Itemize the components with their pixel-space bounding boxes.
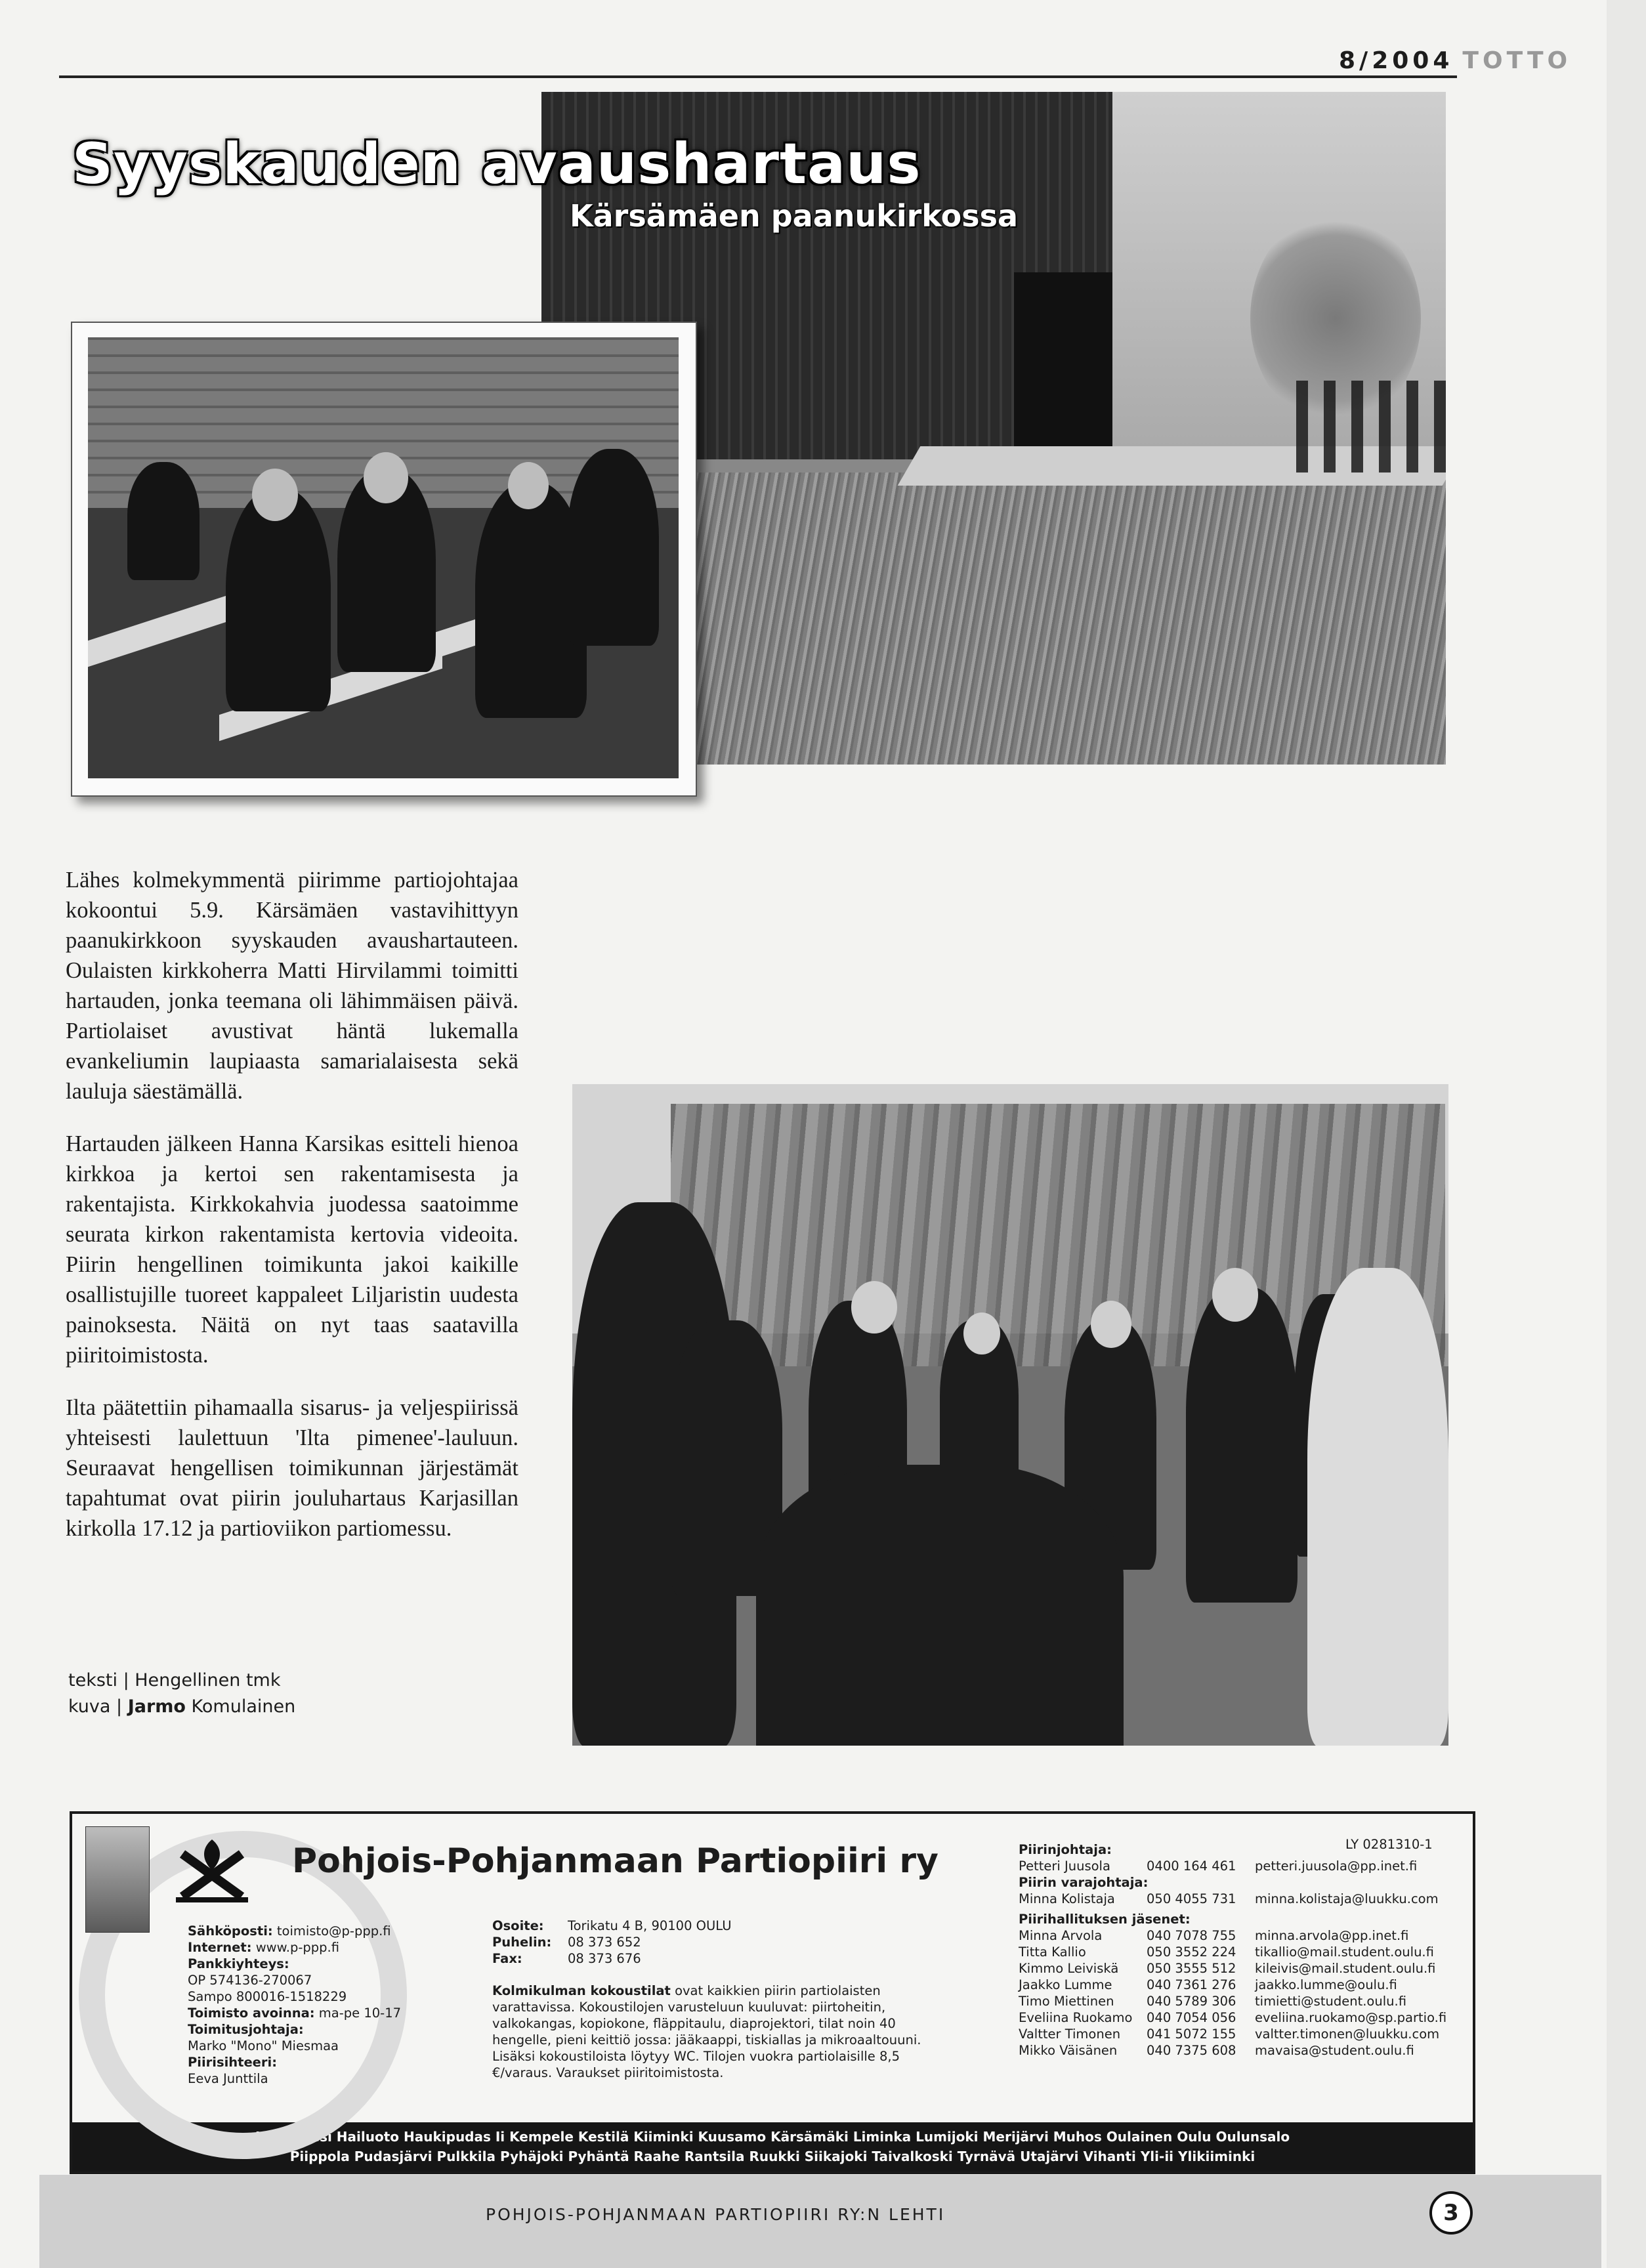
- office-building-image: [85, 1826, 150, 1933]
- text-author: Hengellinen tmk: [135, 1670, 281, 1690]
- article-body: [66, 865, 518, 1566]
- bank-account-1: OP 574136-270067: [188, 1973, 312, 1988]
- meeting-room-info: Kolmikulman kokoustilat ovat kaikkien piirin partiolaisten varattavissa. Kokoustilojen varusteluun kuuluvat: piirtoheitin, valkokangas, kopiokone, fläppitaulu, diaprojektori, tilat noin 40 hengelle, pieni keittiö jossa: jääkaappi, tiskiallas ja mikroaaltouuni. Lisäksi kokoustiloista löytyy WC. Tilojen vuokra partiolaisille 8,5 €/varaus. Varaukset piiritoimistosta.: [492, 1983, 921, 2080]
- article-paragraph: Lähes kolmekymmentä piirimme partiojohtajaa kokoontui 5.9. Kärsämäen vastavihittyyn paanukirkkoon syyskauden avaushartauteen. Oulaisten kirkkoherra Matti Hirvilammi toimitti hartauden, jonka teemana oli lähimmäisen päivä. Partiolaiset avustivat häntä lukemalla evankeliumin laupiaasta samarialaisesta sekä lauluja säestämällä.: [66, 868, 518, 1104]
- photo-author-first: Jarmo: [127, 1696, 186, 1717]
- footer-publication: POHJOIS-POHJANMAAN PARTIOPIIRI RY:N LEHTI: [486, 2205, 946, 2224]
- article-paragraph: Hartauden jälkeen Hanna Karsikas esitteli hienoa kirkkoa ja kertoi sen rakentamisesta ja rakentajista. Kirkkokahvia juodessa saatoimme seurata kirkon rakentamista kertovia videoita. Piirin hengellinen toimikunta jakoi kaikille osallistujille tuoreet kappaleet Liljaristin uudesta painoksesta. Näitä on nyt taas saatavilla piiritoimistosta.: [66, 1131, 518, 1368]
- inset-photo-congregation: [71, 322, 697, 797]
- municipality-list-1: Haapavesi Hailuoto Haukipudas Ii Kempele Kestilä Kiiminki Kuusamo Kärsämäki Liminka Lumijoki Merijärvi Muhos Oulainen Oulu Oulunsalo: [255, 2129, 1290, 2145]
- address: Torikatu 4 B, 90100 OULU: [568, 1918, 732, 1933]
- fax: 08 373 676: [568, 1951, 641, 1966]
- board-member-row: Minna Arvola 040 7078 755 minna.arvola@pp.inet.fi: [1019, 1928, 1409, 1943]
- article-title: Syyskauden avaushartaus: [72, 131, 921, 197]
- article-subtitle: Kärsämäen paanukirkossa: [570, 198, 1019, 234]
- org-name: Pohjois-Pohjanmaan Partiopiiri ry: [292, 1841, 939, 1881]
- page-number: 3: [1429, 2191, 1473, 2235]
- board-member-row: Mikko Väisänen 040 7375 608 mavaisa@student.oulu.fi: [1019, 2043, 1414, 2058]
- email: toimisto@p-ppp.fi: [276, 1923, 391, 1939]
- header-rule: [59, 75, 1457, 78]
- deputy-row: Minna Kolistaja 050 4055 731 minna.kolistaja@luukku.com: [1019, 1891, 1439, 1906]
- page-edge: [1607, 0, 1646, 2268]
- walking-people: [1296, 381, 1446, 472]
- board-column: Piirinjohtaja: Petteri Juusola 0400 164 461 petteri.juusola@pp.inet.fi Piirin varajohtaja: Minna Kolistaja 050 4055 731 minna.kolistaja@luukku.com Piirihallituksen jäsenet: Minna Arvola 040 7078 755 minna.arvola@pp.inet.fi Titta Kallio 050 3552 224 tikallio@mail.student.oulu.fi Kimmo Leiviskä 050 3555 512 kileivis@mail.student.oulu.fi Jaakko Lumme 040 7361 276 jaakko.lumme@oulu.fi Timo Miettinen 040 5789 306 timietti@student.oulu.fi Eveliina Ruokamo 040 7054 056 eveliina.ruokamo@sp.partio.fi Valtter Timonen 041 5072 155 valtter.timonen@luukku.com Mikko Väisänen 040 7375 608 mavaisa@student.oulu.fi: [1019, 1841, 1465, 2059]
- contact-column-2: Osoite: Torikatu 4 B, 90100 OULU Puhelin: 08 373 652 Fax: 08 373 676 Kolmikulman kokoustilat ovat kaikkien piirin partiolaisten varattavissa. Kokoustilojen varusteluun kuuluvat: piirtoheitin, valkokangas, kopiokone, fläppitaulu, diaprojektori, tilat noin 40 hengelle, pieni keittiö jossa: jääkaappi, tiskiallas ja mikroaaltouuni. Lisäksi kokoustiloista löytyy WC. Tilojen vuokra partiolaisille 8,5 €/varaus. Varaukset piiritoimistosta.: [492, 1918, 925, 2081]
- article-paragraph: Ilta päätettiin pihamaalla sisarus- ja veljespiirissä yhteisesti laulettuun 'Ilta pimenee'-lauluun. Seuraavat hengellisen toimikunnan järjestämät tapahtumat ovat piirin jouluhartaus Karjasillan kirkolla 17.12 ja partioviikon partiomessu.: [66, 1395, 518, 1541]
- secretary-name: Eeva Junttila: [188, 2071, 268, 2086]
- board-member-row: Kimmo Leiviskä 050 3555 512 kileivis@mail.student.oulu.fi: [1019, 1961, 1436, 1976]
- issue-header: [1339, 47, 1571, 74]
- director-name: Marko "Mono" Miesmaa: [188, 2038, 339, 2053]
- website: www.p-ppp.fi: [255, 1940, 340, 1955]
- leader-row: Petteri Juusola 0400 164 461 petteri.juusola@pp.inet.fi: [1019, 1858, 1418, 1874]
- contact-column-1: Sähköposti: toimisto@p-ppp.fi Internet: www.p-ppp.fi Pankkiyhteys: OP 574136-270067 Sampo 800016-1518229 Toimisto avoinna: ma-pe 10-17 Toimitusjohtaja: Marko "Mono" Miesmaa Piirisihteeri: Eeva Junttila: [188, 1923, 476, 2087]
- photo-circle-outdoors: [572, 1084, 1448, 1746]
- bank-account-2: Sampo 800016-1518229: [188, 1989, 347, 2004]
- credits: teksti | Hengellinen tmk kuva | Jarmo Komulainen: [68, 1670, 296, 1717]
- business-id: LY 0281310-1: [1345, 1837, 1433, 1852]
- issue-number: 8/2004: [1339, 47, 1454, 74]
- board-member-row: Valtter Timonen 041 5072 155 valtter.timonen@luukku.com: [1019, 2026, 1440, 2042]
- phone: 08 373 652: [568, 1935, 641, 1950]
- magazine-name: TOTTO: [1462, 47, 1572, 74]
- board-member-row: Jaakko Lumme 040 7361 276 jaakko.lumme@oulu.fi: [1019, 1977, 1397, 1992]
- board-member-row: Eveliina Ruokamo 040 7054 056 eveliina.ruokamo@sp.partio.fi: [1019, 2010, 1447, 2025]
- municipality-list-2: Piippola Pudasjärvi Pulkkila Pyhäjoki Pyhäntä Raahe Rantsila Ruukki Siikajoki Taivalkoski Tyrnävä Utajärvi Vihanti Yli-ii Ylikiiminki: [289, 2149, 1256, 2164]
- scout-lily-logo: [176, 1834, 248, 1903]
- office-hours: ma-pe 10-17: [318, 2006, 402, 2021]
- board-member-row: Timo Miettinen 040 5789 306 timietti@student.oulu.fi: [1019, 1994, 1406, 2009]
- board-member-row: Titta Kallio 050 3552 224 tikallio@mail.student.oulu.fi: [1019, 1944, 1434, 1960]
